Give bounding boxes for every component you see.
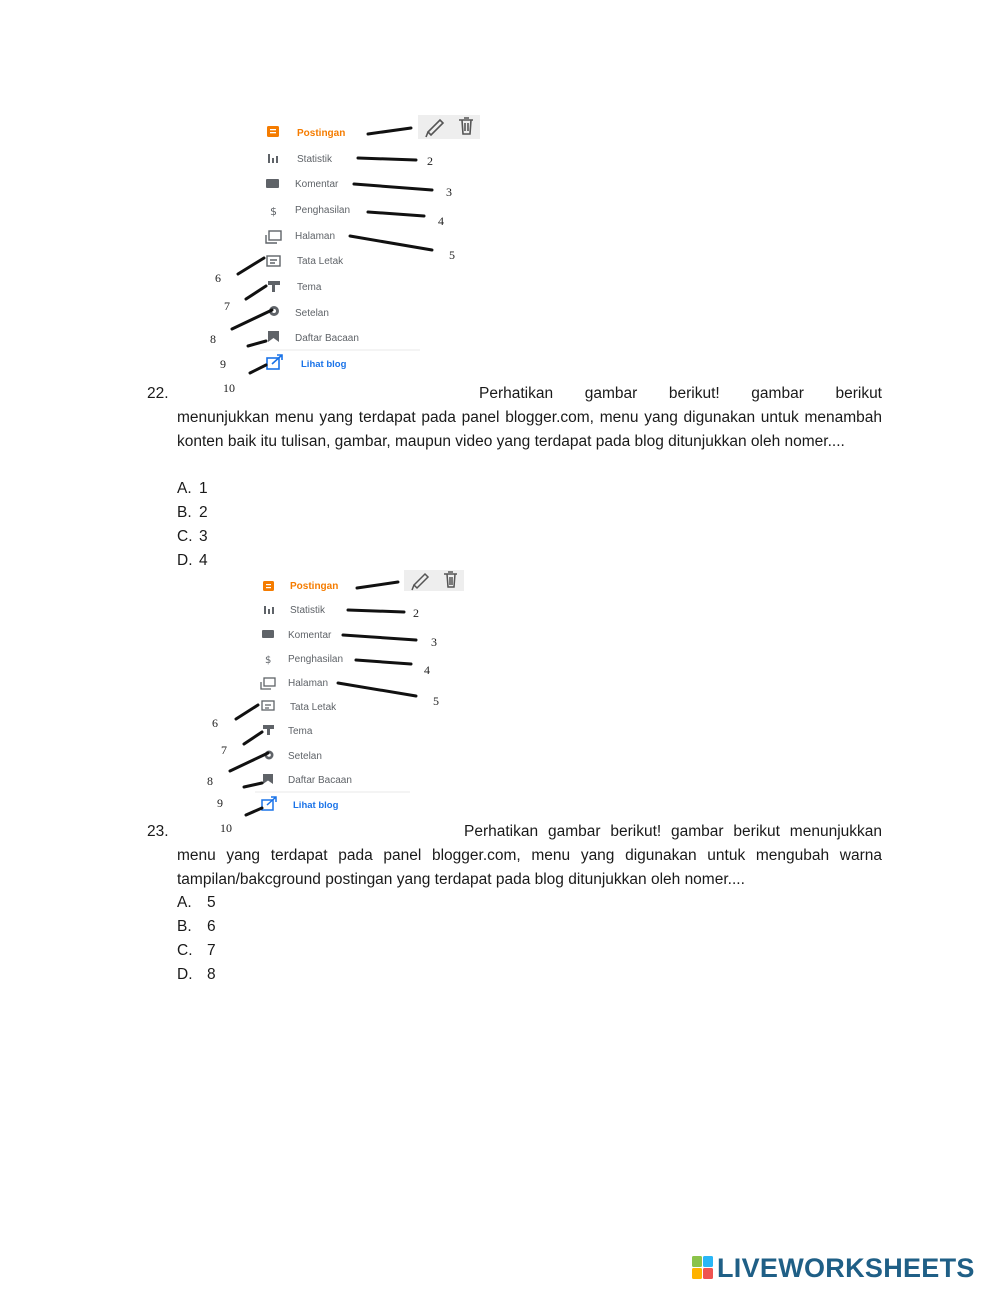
liveworksheets-logo[interactable] <box>692 1252 975 1284</box>
pointer-number: 7 <box>224 299 230 313</box>
menu-item-label: Komentar <box>295 179 339 190</box>
layout-icon <box>262 701 274 710</box>
menu-item-label: Statistik <box>297 154 333 165</box>
figure-22 <box>200 112 500 400</box>
answer-choice[interactable]: D. 8 <box>177 966 216 983</box>
menu-item-label: Tata Letak <box>297 256 344 267</box>
pointer-number: 3 <box>431 635 437 649</box>
answer-choice[interactable]: B. 6 <box>177 918 216 935</box>
question-number: 23. <box>147 823 169 840</box>
pages-icon <box>261 678 275 689</box>
question-text: menunjukkan menu yang terdapat pada panel blogger.com, menu yang digunakan untuk menambah konten baik itu tulisan, gambar, maupun video yang terdapat pada blog ditunjukkan oleh nomer.... <box>177 409 882 450</box>
theme-icon <box>263 725 274 735</box>
menu-item-label: Postingan <box>290 581 339 592</box>
question-lead <box>464 820 882 844</box>
reading-list-icon <box>268 331 279 342</box>
pointer-number: 4 <box>424 663 430 677</box>
menu-item-label: Setelan <box>295 308 329 319</box>
pages-icon <box>266 231 281 243</box>
layout-icon <box>267 256 280 266</box>
menu-item-label: Setelan <box>288 751 322 762</box>
menu-item-label: Postingan <box>297 128 346 139</box>
earnings-icon: $ <box>265 655 272 666</box>
blogger-menu-figure <box>200 568 470 840</box>
posts-icon <box>267 126 279 137</box>
question-lead <box>479 382 882 406</box>
menu-item-label: Daftar Bacaan <box>295 333 359 344</box>
question-number: 22. <box>147 385 169 402</box>
earnings-icon: $ <box>270 205 277 218</box>
menu-item-label: Penghasilan <box>288 654 344 665</box>
pointer-number: 6 <box>215 271 221 285</box>
menu-item-label: Lihat blog <box>293 800 339 811</box>
pointer-number: 3 <box>446 185 452 199</box>
stats-icon <box>264 606 274 614</box>
pointer-number: 2 <box>427 154 433 168</box>
pointer-number: 2 <box>413 606 419 620</box>
comments-icon <box>266 179 279 188</box>
menu-item-label: Lihat blog <box>301 359 347 370</box>
pointer-number: 4 <box>438 214 444 228</box>
menu-item-label: Daftar Bacaan <box>288 775 352 786</box>
blogger-menu-figure <box>200 112 500 400</box>
menu-item-label: Statistik <box>290 605 326 616</box>
pointer-number: 10 <box>220 821 232 835</box>
pointer-number: 9 <box>217 796 223 810</box>
stats-icon <box>268 154 278 163</box>
theme-icon <box>268 281 280 292</box>
posts-icon <box>263 581 274 591</box>
menu-item-label: Tata Letak <box>290 702 337 713</box>
reading-list-icon <box>263 774 273 784</box>
pointer-number: 8 <box>210 332 216 346</box>
menu-item-label: Penghasilan <box>295 205 351 216</box>
question-lead-text: Perhatikan gambar berikut! gambar berikut menunjukkan <box>464 823 882 840</box>
pointer-number: 8 <box>207 774 213 788</box>
pointer-number: 6 <box>212 716 218 730</box>
brand-name: LIVEWORKSHEETS <box>717 1252 975 1283</box>
view-blog-icon <box>267 355 282 369</box>
menu-item-label: Halaman <box>288 678 329 689</box>
view-blog-icon <box>262 797 276 810</box>
answer-choice[interactable]: C. 7 <box>177 942 216 959</box>
figure-23 <box>200 568 470 840</box>
answer-choice[interactable]: D. 4 <box>177 552 208 569</box>
answer-choice[interactable]: A. 1 <box>177 480 208 497</box>
question-text: menu yang terdapat pada panel blogger.com, menu yang digunakan untuk mengubah warna tampilan/bakcground postingan yang terdapat pada blog ditunjukkan oleh nomer.... <box>177 847 882 888</box>
pointer-number: 5 <box>433 694 439 708</box>
answer-choice[interactable]: B. 2 <box>177 504 208 521</box>
comments-icon <box>262 630 274 638</box>
answer-choice[interactable]: A. 5 <box>177 894 216 911</box>
pointer-number: 7 <box>221 743 227 757</box>
pointer-number: 10 <box>223 381 235 395</box>
menu-item-label: Tema <box>297 282 322 293</box>
menu-item-label: Halaman <box>295 231 336 242</box>
menu-item-label: Komentar <box>288 630 332 641</box>
logo-mark-icon <box>692 1256 714 1280</box>
menu-item-label: Tema <box>288 726 313 737</box>
pointer-number: 5 <box>449 248 455 262</box>
question-lead-text: Perhatikan gambar berikut! gambar berikut <box>479 385 882 402</box>
pointer-number: 9 <box>220 357 226 371</box>
answer-choice[interactable]: C. 3 <box>177 528 208 545</box>
